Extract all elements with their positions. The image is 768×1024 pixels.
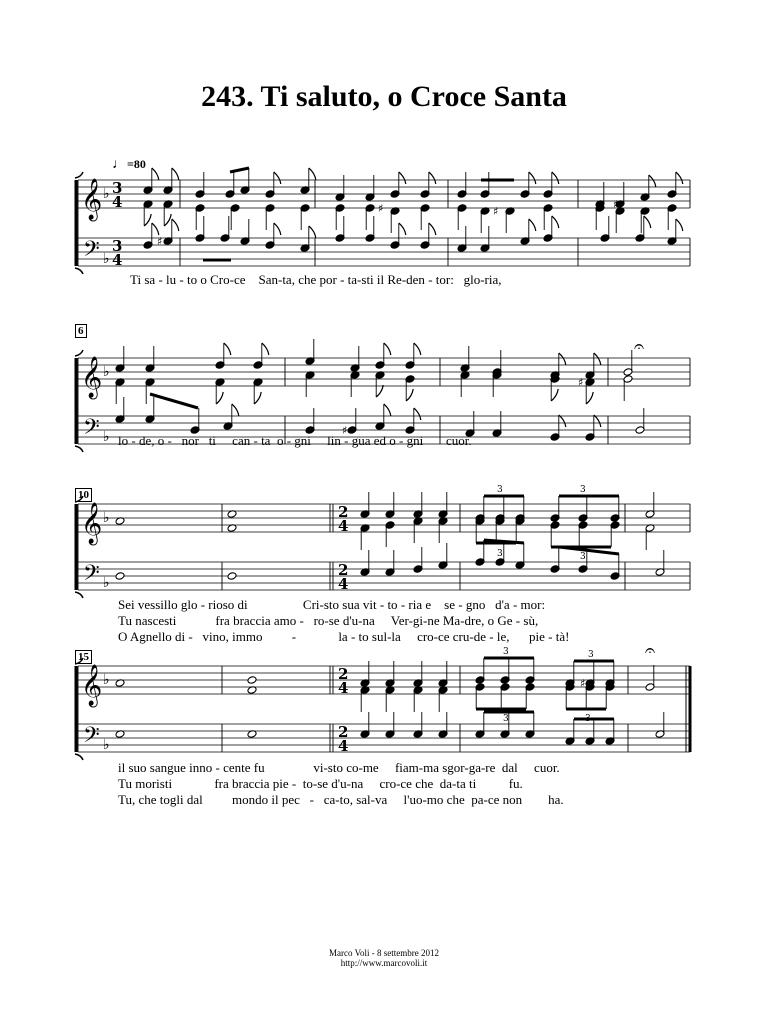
bracket-hook [75, 268, 83, 274]
lyric-hyphen: - [299, 613, 304, 628]
system-2 [0, 330, 768, 450]
flat-icon: ♭ [103, 737, 110, 753]
lyric-syllable: lin [327, 433, 341, 448]
lyric-syllable: vi-sto co-me [313, 760, 379, 775]
tempo-value: =80 [127, 157, 146, 171]
flag [594, 415, 601, 427]
beam [230, 168, 249, 172]
lyric-syllable: mondo il pec [232, 792, 300, 807]
lyric-syllable: d'a [495, 597, 510, 612]
lyric-syllable: ro-se d'u-na [313, 613, 375, 628]
lyric-syllable: ti [468, 776, 477, 791]
sharp-icon: ♯ [157, 235, 163, 248]
flag [586, 392, 593, 404]
time-signature-top: 2 [338, 503, 349, 521]
lyric-syllable: ta-sti il Re-den [347, 272, 425, 287]
flag [144, 214, 151, 226]
lyric-hyphen: - [158, 272, 163, 287]
triplet-number: 3 [580, 485, 586, 495]
lyric-syllable: se [444, 597, 455, 612]
flag [414, 343, 421, 355]
triplet-number: 3 [497, 549, 503, 559]
lyrics-line-2 [118, 433, 678, 448]
fermata-icon: 𝄐 [634, 336, 645, 357]
lyric-syllable: lu [166, 272, 177, 287]
flag [649, 175, 656, 187]
flag [406, 389, 413, 401]
page-title: 243. Ti saluto, o Croce Santa [201, 80, 567, 113]
lyric-syllable: tà! [555, 629, 570, 644]
lyric-syllable: lo [118, 433, 129, 448]
flag [559, 415, 566, 427]
flat-icon: ♭ [103, 186, 110, 202]
flag [309, 226, 316, 238]
flag [262, 343, 269, 355]
flag [552, 172, 559, 184]
flag [559, 353, 566, 365]
staff-system-2 [0, 330, 768, 450]
triplet-number: 3 [580, 552, 586, 562]
flag [414, 408, 421, 420]
time-signature-bottom: 4 [338, 575, 349, 593]
flag [429, 172, 436, 184]
lyric-syllable: fra braccia pie [214, 776, 289, 791]
lyric-syllable: ria e [408, 597, 432, 612]
triplet-number: 3 [588, 650, 594, 660]
flag [224, 343, 231, 355]
flag [676, 172, 683, 184]
lyric-hyphen: - [131, 433, 136, 448]
lyric-syllable: gua ed [351, 433, 387, 448]
lyric-syllable: ha. [548, 792, 564, 807]
bass-clef-icon: 𝄢 [83, 723, 100, 753]
lyric-syllable: Sei vessillo glo [118, 597, 198, 612]
lyric-syllable: o [389, 433, 396, 448]
lyric-syllable: cro-ce [417, 629, 450, 644]
lyric-syllable: Tu, che togli dal [118, 792, 203, 807]
lyric-syllable: la [338, 629, 348, 644]
time-signature-top: 3 [112, 179, 123, 197]
flat-icon: ♭ [103, 364, 110, 380]
lyric-syllable: sul-la [371, 629, 401, 644]
flag [376, 385, 383, 397]
bass-clef-icon: 𝄢 [83, 561, 100, 591]
flag [254, 392, 261, 404]
lyrics-verse-1 [118, 597, 545, 612]
bass-clef-icon: 𝄢 [83, 237, 100, 267]
flag [429, 223, 436, 235]
lyric-syllable: gni [294, 433, 311, 448]
lyric-hyphen: - [309, 792, 314, 807]
lyric-syllable: cuor. [446, 433, 472, 448]
lyric-syllable: cro-ce [379, 776, 412, 791]
lyric-syllable: to [358, 629, 369, 644]
lyric-syllable: Ma-dre, o [442, 613, 495, 628]
measure-number-6: 6 [75, 324, 87, 338]
lyric-syllable: gno [465, 597, 486, 612]
lyric-hyphen: - [179, 272, 184, 287]
beam [150, 394, 198, 408]
notehead [247, 676, 257, 685]
lyric-syllable: il suo sangue inno [118, 760, 213, 775]
lyric-syllable: Ver-gi-ne [390, 613, 440, 628]
triplet-number: 3 [503, 647, 509, 657]
system-4 [0, 640, 768, 766]
lyric-syllable: Tu moristi [118, 776, 173, 791]
bracket-hook [75, 446, 83, 452]
lyrics-verse-3 [118, 629, 569, 644]
lyric-hyphen: - [167, 433, 172, 448]
lyric-syllable: da-ta [439, 776, 466, 791]
flag [172, 219, 179, 231]
lyric-syllable: sgor-ga-re [442, 760, 496, 775]
lyric-syllable: tor: [435, 272, 454, 287]
lyric-syllable: to-se d'u-na [302, 776, 364, 791]
lyric-syllable: can [232, 433, 251, 448]
flag [232, 404, 239, 416]
sharp-icon: ♯ [613, 198, 619, 211]
flag [551, 389, 558, 401]
lyric-syllable: ti [208, 433, 216, 448]
lyrics-verse-2-b [118, 776, 523, 791]
lyric-syllable: cuor. [534, 760, 560, 775]
lyrics-verse-2 [118, 613, 538, 628]
time-signature-bottom: 4 [338, 679, 349, 697]
lyric-syllable: vino, immo [202, 629, 263, 644]
lyric-syllable: Ge [497, 613, 513, 628]
measure-number-10: 10 [75, 488, 92, 502]
lyric-syllable: San-ta, che por [258, 272, 337, 287]
lyric-syllable: O Agnello di [118, 629, 186, 644]
lyric-syllable: mor: [520, 597, 546, 612]
flag [216, 392, 223, 404]
flag [274, 223, 281, 235]
lyric-syllable: rioso di [208, 597, 248, 612]
lyric-hyphen: - [291, 776, 297, 791]
lyric-hyphen: - [350, 629, 356, 644]
lyric-syllable: de, o [138, 433, 165, 448]
flag [309, 168, 316, 180]
flat-icon: ♭ [103, 251, 110, 267]
lyric-syllable: non [502, 792, 523, 807]
lyric-syllable: le, [496, 629, 510, 644]
lyric-hyphen: - [215, 760, 220, 775]
sharp-icon: ♯ [578, 376, 584, 389]
lyric-syllable: Ti sa [130, 272, 156, 287]
lyric-syllable: nor [181, 433, 199, 448]
flat-icon: ♭ [103, 672, 110, 688]
flag [164, 214, 171, 226]
bracket-hook [75, 592, 83, 598]
lyric-syllable: dal [501, 760, 518, 775]
time-signature-top: 3 [112, 237, 123, 255]
flag [399, 223, 406, 235]
lyric-syllable: Cri-sto sua vit [302, 597, 377, 612]
lyric-hyphen: - [512, 597, 518, 612]
bracket-hook [75, 754, 83, 760]
lyric-hyphen: - [548, 629, 553, 644]
fermata-icon: 𝄐 [645, 640, 656, 661]
sharp-icon: ♯ [493, 205, 499, 218]
lyric-syllable: fu. [508, 776, 523, 791]
lyric-syllable: fra braccia amo [215, 613, 297, 628]
flag [152, 223, 159, 235]
time-signature-top: 2 [338, 665, 349, 683]
lyrics-line-1 [130, 272, 690, 287]
footer-credit: Marco Voli - 8 settembre 2012 [329, 948, 439, 958]
footer-url: http://www.marcovoli.it [340, 958, 428, 968]
time-signature-bottom: 4 [112, 193, 123, 211]
measure-number-15: 15 [75, 650, 92, 664]
treble-clef-icon: 𝄞 [81, 179, 103, 220]
lyric-syllable: o [276, 433, 284, 448]
staff-system-3 [0, 485, 768, 604]
flag [529, 219, 536, 231]
flag [152, 168, 159, 180]
sharp-icon: ♯ [342, 424, 348, 437]
triplet-number: 3 [585, 714, 591, 724]
flag [676, 219, 683, 231]
lyric-syllable: pa-ce [471, 792, 500, 807]
lyric-hyphen: - [515, 613, 521, 628]
lyric-hyphen: - [200, 597, 206, 612]
quarter-note-icon: ♩ [112, 157, 126, 172]
flag [594, 353, 601, 365]
lyric-syllable: l'uo-mo [403, 792, 444, 807]
treble-clef-icon: 𝄞 [81, 503, 103, 544]
lyric-syllable: che [446, 792, 465, 807]
flat-icon: ♭ [103, 575, 110, 591]
lyric-hyphen: - [291, 629, 297, 644]
flag [529, 172, 536, 184]
lyric-syllable: cru-de [452, 629, 486, 644]
lyric-syllable: ta [261, 433, 271, 448]
sharp-icon: ♯ [378, 202, 384, 215]
lyric-hyphen: - [399, 433, 404, 448]
lyric-syllable: cente fu [223, 760, 265, 775]
lyric-syllable: ca-to, sal-va [323, 792, 388, 807]
staff-system-4 [0, 640, 768, 766]
lyric-syllable: glo-ria, [463, 272, 502, 287]
flag [384, 404, 391, 416]
bass-clef-icon: 𝄢 [83, 415, 100, 445]
flag [384, 343, 391, 355]
lyric-hyphen: - [188, 629, 193, 644]
flat-icon: ♭ [103, 510, 110, 526]
bracket-hook [75, 350, 83, 356]
treble-clef-icon: 𝄞 [81, 357, 103, 398]
flag [552, 216, 559, 228]
lyric-syllable: pie [528, 629, 545, 644]
lyric-syllable: Tu nascesti [118, 613, 177, 628]
flat-icon: ♭ [103, 429, 110, 445]
lyric-hyphen: - [286, 433, 292, 448]
time-signature-top: 2 [338, 561, 349, 579]
lyric-hyphen: - [379, 597, 385, 612]
flag [399, 172, 406, 184]
triplet-number: 3 [503, 714, 509, 724]
lyric-hyphen: - [340, 272, 345, 287]
lyric-syllable: che [415, 776, 434, 791]
flag [644, 216, 651, 228]
flag [172, 168, 179, 180]
lyric-syllable: to [387, 597, 398, 612]
time-signature-top: 2 [338, 723, 349, 741]
lyric-syllable: gni [406, 433, 424, 448]
lyric-syllable: fiam-ma [394, 760, 439, 775]
lyrics-verse-1-b [118, 760, 560, 775]
system-3 [0, 485, 768, 604]
lyric-hyphen: - [344, 433, 349, 448]
lyric-hyphen: - [400, 597, 406, 612]
bracket-hook [75, 172, 83, 178]
lyric-syllable: sù, [523, 613, 539, 628]
time-signature-bottom: 4 [112, 251, 123, 269]
lyric-syllable: to o Cro-ce [187, 272, 246, 287]
notehead [227, 572, 237, 581]
time-signature-bottom: 4 [338, 517, 349, 535]
flag [274, 172, 281, 184]
sharp-icon: ♯ [580, 677, 586, 690]
bracket-hook [75, 658, 83, 664]
bracket-hook [75, 496, 83, 502]
lyric-hyphen: - [428, 272, 433, 287]
notehead [115, 572, 125, 581]
lyric-hyphen: - [458, 597, 463, 612]
triplet-number: 3 [497, 485, 503, 495]
footer [0, 948, 768, 968]
lyrics-verse-3-b [118, 792, 564, 807]
treble-clef-icon: 𝄞 [81, 665, 103, 706]
lyric-hyphen: - [253, 433, 258, 448]
time-signature-bottom: 4 [338, 737, 349, 755]
lyric-hyphen: - [489, 629, 494, 644]
